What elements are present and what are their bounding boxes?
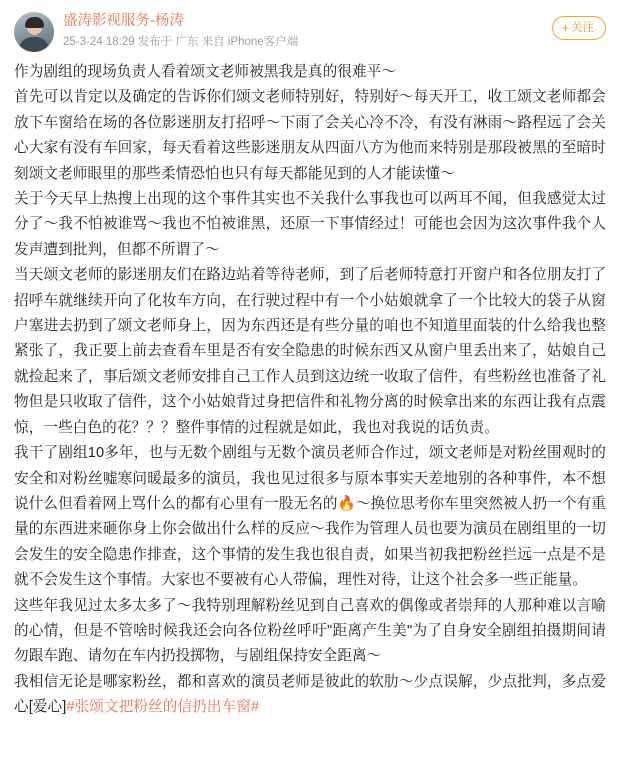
post-paragraph: 关于今天早上热搜上出现的这个事件其实也不关我什么事我也可以两耳不闻，但我感觉太过分了～我不怕被谁骂～我也不怕被谁黑，还原一下事情经过！可能也会因为这次事件我个人发声遭到批判，但都不所谓了～ [14,191,606,258]
plus-icon: + [561,21,569,35]
author-name[interactable]: 盛涛影视服务-杨涛 [63,13,184,29]
follow-button[interactable] [552,16,606,40]
post-paragraph: 作为剧组的现场负责人看着颂文老师被黑我是真的很难平～ [14,64,397,80]
post-paragraph-text: 我相信无论是哪家粉丝，都和喜欢的演员老师是彼此的软肋～少点误解，少点批判，多点爱心[爱心] [14,673,606,716]
avatar-hair [25,17,44,28]
post-content [14,60,606,721]
avatar[interactable] [14,12,54,52]
post-paragraph: 当天颂文老师的影迷朋友们在路边站着等待老师，到了后老师特意打开窗户和各位朋友打了招呼车就继续开向了化妆车方向，在行驶过程中有一个小姑娘就拿了一个比较大的袋子从窗户塞进去扔到了颂文老师身上，因为东西还是有些分量的咱也不知道里面装的什么给我也整紧张了，我正要上前去查看车里是否有安全隐患的时候东西又从窗户里丢出来了，姑娘自己就捡起来了，事后颂文老师安排自己工作人员到这边统一收取了信件，有些粉丝也准备了礼物但是只收取了信件，这个小姑娘背过身把信件和礼物分离的时候拿出来的东西让我有点震惊，一些白色的花？？？整件事情的过程就是如此，我也对我说的话负责。 [14,267,606,436]
hashtag-link[interactable]: #张颂文把粉丝的信扔出车窗# [66,699,260,716]
post-header [14,10,606,56]
post-paragraph: 首先可以肯定以及确定的告诉你们颂文老师特别好，特别好～每天开工，收工颂文老师都会放下车窗给在场的各位影迷朋友打招呼～下雨了会关心冷不冷，有没有淋雨～路程远了会关心大家有没有车回家，每天看着这些影迷朋友从四面八方为他而来特别是那段被黑的至暗时刻颂文老师眼里的那些柔情恐怕也只有每天都能见到的人才能读懂～ [14,89,606,182]
post-paragraph: 这些年我见过太多太多了～我特别理解粉丝见到自己喜欢的偶像或者崇拜的人那种难以言喻的心情，但是不管啥时候我还会向各位粉丝呼吁"距离产生美"为了自身安全剧组拍摄期间请勿跟车跑、请勿在车内扔投掷物，与剧组保持安全距离～ [14,597,606,665]
post-paragraph: 我干了剧组10多年，也与无数个剧组与无数个演员老师合作过，颂文老师是对粉丝围观时的安全和对粉丝嘘寒问暖最多的演员，我也见过很多与原本事实天差地别的各种事件，本不想说什么但看着网上骂什么的都有心里有一股无名的🔥～换位思考你车里突然被人扔一个有重量的东西进来砸你身上你会做出什么样的反应～我作为管理人员也要为演员在剧组里的一切会发生的安全隐患作排查，这个事情的发生我也很自责，如果当初我把粉丝拦远一点是不是就不会发生这个事情。大家也不要被有心人带偏，理性对待，让这个社会多一些正能量。 [14,445,606,589]
follow-button-label: 关注 [571,22,594,34]
post-paragraph-with-hashtag [14,670,606,721]
avatar-body [19,37,49,52]
post-meta: 25-3-24 18:29 发布于 广东 来自 iPhone客户端 [63,36,299,48]
author-block [63,10,298,51]
